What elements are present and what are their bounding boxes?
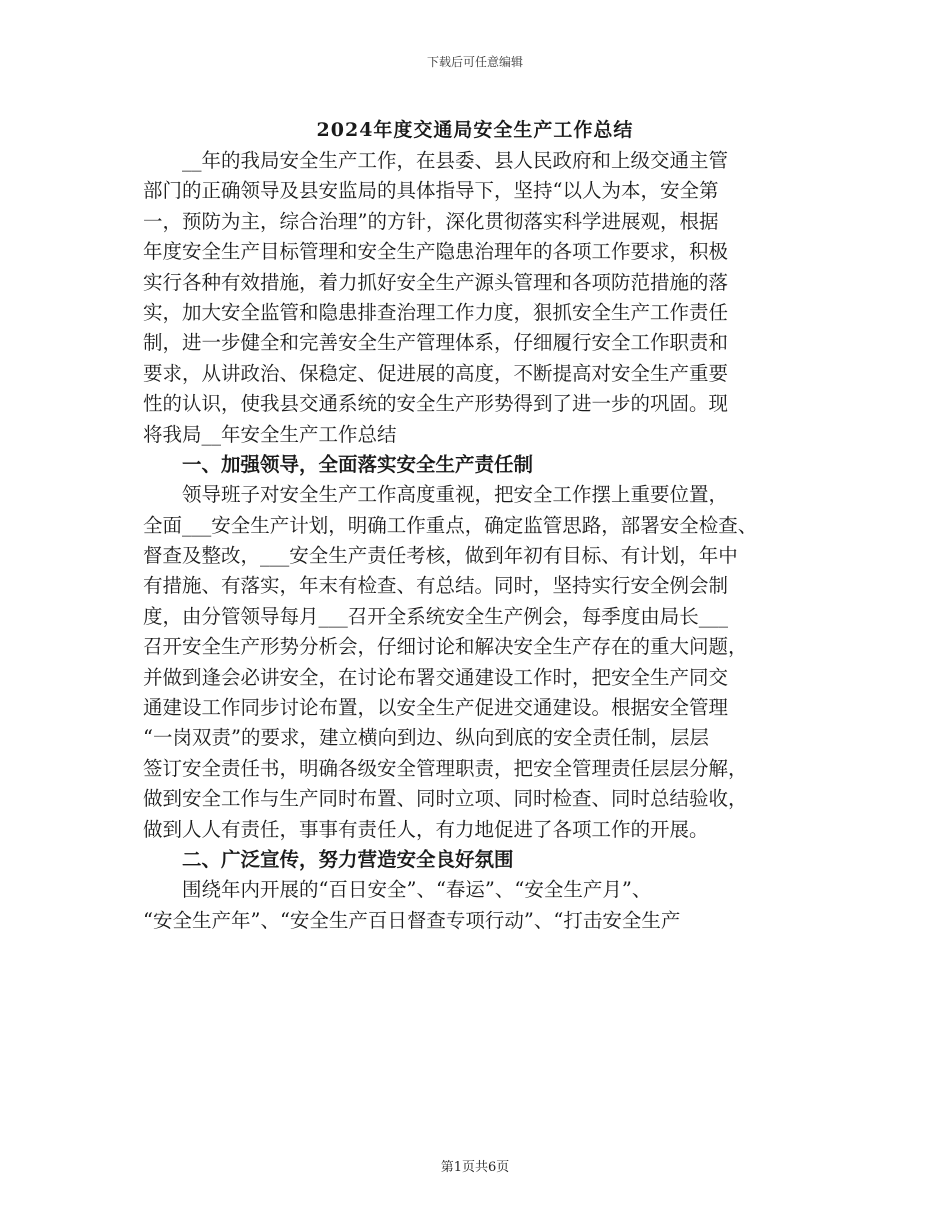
- paragraph-line: 实行各种有效措施，着力抓好安全生产源头管理和各项防范措施的落: [143, 270, 729, 294]
- paragraph-line: 制，进一步健全和完善安全生产管理体系，仔细履行安全工作职责和: [143, 331, 729, 355]
- paragraph-line: 有措施、有落实，年末有检查、有总结。同时，坚持实行安全例会制: [143, 574, 729, 598]
- paragraph-line: 性的认识，使我县交通系统的安全生产形势得到了进一步的巩固。现: [143, 392, 729, 416]
- document-body: [143, 146, 808, 936]
- paragraph-line: 度，由分管领导每月___召开全系统安全生产例会，每季度由局长___: [143, 604, 729, 628]
- document-title: 2024年度交通局安全生产工作总结: [316, 119, 634, 141]
- paragraph-line: “安全生产年”、“安全生产百日督查专项行动”、“打击安全生产: [143, 908, 681, 932]
- paragraph-line: 召开安全生产形势分析会，仔细讨论和解决安全生产存在的重大问题，: [143, 635, 748, 659]
- paragraph-line: 签订安全责任书，明确各级安全管理职责，把安全管理责任层层分解，: [143, 756, 748, 780]
- paragraph-line: 全面___安全生产计划，明确工作重点，确定监管思路，部署安全检查、: [143, 513, 758, 537]
- paragraph-line: 部门的正确领导及县安监局的具体指导下，坚持“以人为本，安全第: [143, 179, 719, 203]
- paragraph-line: 做到人人有责任，事事有责任人，有力地促进了各项工作的开展。: [143, 817, 709, 841]
- paragraph-line: 做到安全工作与生产同时布置、同时立项、同时检查、同时总结验收，: [143, 787, 748, 811]
- paragraph-line: 将我局__年安全生产工作总结: [143, 422, 397, 446]
- paragraph-line: 督查及整改，___安全生产责任考核，做到年初有目标、有计划，年中: [143, 544, 738, 568]
- paragraph-line: “一岗双责”的要求，建立横向到边、纵向到底的安全责任制，层层: [143, 726, 709, 750]
- paragraph-line: 围绕年内开展的“百日安全”、“春运”、“安全生产月”、: [143, 878, 652, 902]
- paragraph-line: __年的我局安全生产工作，在县委、县人民政府和上级交通主管: [143, 149, 729, 172]
- section-heading: 一、加强领导，全面落实安全生产责任制: [143, 452, 534, 476]
- paragraph-line: 实，加大安全监管和隐患排查治理工作力度，狠抓安全生产工作责任: [143, 300, 729, 324]
- paragraph-line: 并做到逢会必讲安全，在讨论布署交通建设工作时，把安全生产同交: [143, 665, 729, 689]
- paragraph-line: 领导班子对安全生产工作高度重视，把安全工作摆上重要位置，: [143, 483, 729, 507]
- paragraph-line: 一，预防为主，综合治理”的方针，深化贯彻落实科学进展观，根据: [143, 209, 719, 233]
- paragraph-line: 通建设工作同步讨论布置，以安全生产促进交通建设。根据安全管理: [143, 696, 729, 720]
- section-heading: 二、广泛宣传，努力营造安全良好氛围: [143, 847, 514, 871]
- paragraph-line: 年度安全生产目标管理和安全生产隐患治理年的各项工作要求，积极: [143, 240, 729, 264]
- page-header-note: 下载后可任意编辑: [426, 55, 523, 69]
- paragraph-line: 要求，从讲政治、保稳定、促进展的高度，不断提高对安全生产重要: [143, 361, 729, 385]
- page-number: 第1页共6页: [440, 1160, 510, 1175]
